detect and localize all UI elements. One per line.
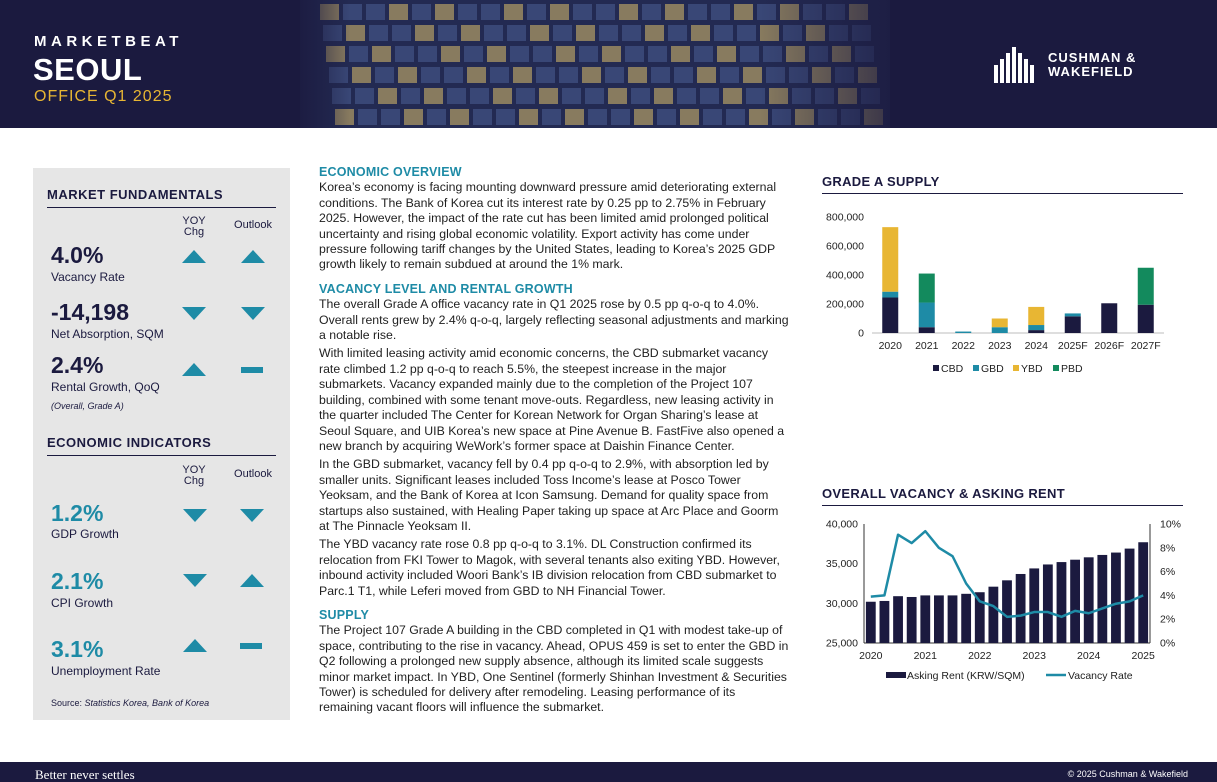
city-title: SEOUL [33,52,143,87]
supply-bar-cbd [1101,303,1117,333]
vac-x-tick: 2020 [859,650,883,662]
supply-y-tick: 400,000 [826,269,864,282]
supply-bar-cbd [1028,330,1044,333]
gdp-growth-label: GDP Growth [51,527,119,541]
rent-y-tick: 30,000 [825,597,858,610]
photo-fade-right [760,0,940,128]
rental-growth-value: 2.4% [51,352,104,378]
supply-bar-gbd [882,292,898,298]
company-logo [994,47,1136,83]
supply-bar-cbd [1138,305,1154,333]
rent-bar [1016,574,1026,643]
rent-bar [880,601,890,643]
supply-x-tick: 2026F [1094,340,1125,352]
rent-bar [1002,580,1012,643]
report-subtitle: OFFICE Q1 2025 [34,88,173,105]
supply-bar-gbd [992,327,1008,333]
logo-line-1: CUSHMAN & [1048,50,1137,65]
outlook-column-header: Outlook [234,219,272,231]
rent-bar [1070,560,1080,643]
footer-bar [0,762,1217,782]
vacancy-outlook-up-icon [241,250,265,264]
cpi-yoy-down-icon [183,574,207,588]
cpi-outlook-up-icon [240,574,264,588]
vacancy-paragraph-1: The overall Grade A office vacancy rate in Q1 2025 rose by 0.5 pp q-o-q to 4.0%. Overall rents grew by 2.4% q-o-q, largely reflecting seasonal adjustments and marking a notable rise. [319,297,789,343]
vacancy-paragraph-4: The YBD vacancy rate rose 0.8 pp q-o-q to 3.1%. DL Construction confirmed its relocation from FKI Tower to Magok, with several tenants also exiting YBD. However, inbound activity included Woori Bank’s IB division relocation from CBD submarket to Parc.1 T1, while Leferi moved from GBD to NH Financial Tower. [319,537,780,598]
vacancy-rent-chart [820,512,1190,692]
vacancy-legend-label: Vacancy Rate [1068,670,1133,682]
rent-bar [934,595,944,643]
footer-copyright: © 2025 Cushman & Wakefield [1067,769,1188,779]
supply-bar-gbd [1065,313,1081,316]
rent-bar [1125,549,1135,643]
rent-bar [1097,555,1107,643]
rent-y-tick: 25,000 [825,637,858,650]
rent-bar [1111,553,1121,643]
supply-y-tick: 600,000 [826,240,864,253]
rent-bar [893,596,903,643]
footer-tagline: Better never settles [35,767,135,782]
vacancy-y-tick: 2% [1160,613,1176,626]
cpi-growth-value: 2.1% [51,568,104,594]
vacancy-paragraph-2: With limited leasing activity amid economic concerns, the CBD submarket vacancy rate climbed 1.2 pp q-o-q to reach 5.5%, the steepest increase in the major submarkets. Vacancy expanded mainly due to the completion of the Project 107 building, combined with some tenant move-outs. Regardless, new leasing activity in the quarter included The Center for Korean Network for Organ Sharing’s lease at Seoul Square, and UIB Korea’s new space at Pine Avenue B. FastFive also opened a new branch by acquiring WeWork’s former space at Daishin Finance Center. [319,346,785,453]
logo-line-2: WAKEFIELD [1048,64,1134,79]
logo-mark-icon [994,47,1040,83]
supply-legend-swatch [933,365,939,371]
supply-bar-gbd [919,303,935,328]
supply-y-tick: 200,000 [826,298,864,311]
rent-bar [948,595,958,643]
rent-bar [1057,562,1067,643]
economic-indicators-heading: ECONOMIC INDICATORS [47,435,276,456]
supply-bar-cbd [919,327,935,333]
net-absorption-label: Net Absorption, SQM [51,327,164,341]
vac-x-tick: 2025 [1131,650,1155,662]
supply-heading: SUPPLY [319,607,370,622]
supply-paragraph: The Project 107 Grade A building in the CBD completed in Q1 with modest take-up of space, contributing to the rise in vacancy. Ahead, OPUS 459 is set to enter the GBD in Q2 following a prolonged new supply absence, although its limited scale suggests minor market impact. In YBD, One Sentinel (formerly Shinhan Investment & Securities Tower) is scheduled for delivery after remodeling. Leasing performance of its remaining vacant floors will influence the submarket. [319,623,789,715]
rent-bar [988,587,998,643]
header-banner [0,0,1217,128]
vac-x-tick: 2022 [968,650,992,662]
supply-bar-ybd [882,227,898,292]
rent-y-tick: 35,000 [825,558,858,571]
vac-x-tick: 2024 [1077,650,1101,662]
supply-x-tick: 2024 [1024,340,1048,352]
source-prefix: Source: [51,698,85,708]
commentary-column [319,165,789,719]
vacancy-yoy-up-icon [182,250,206,264]
grade-a-supply-chart [820,205,1190,385]
supply-legend-label: CBD [941,363,964,375]
rent-legend-label: Asking Rent (KRW/SQM) [907,670,1025,682]
supply-legend-swatch [1053,365,1059,371]
gdp-outlook-down-icon [240,509,264,523]
supply-bar-cbd [1065,316,1081,333]
fundamentals-sidebar [33,168,290,720]
supply-legend-swatch [1013,365,1019,371]
logo-wordmark [1048,51,1136,79]
absorption-yoy-down-icon [182,307,206,321]
supply-y-tick: 800,000 [826,211,864,224]
rent-bar [1138,542,1148,643]
supply-y-tick: 0 [858,327,864,340]
rent-bar [907,597,917,643]
vacancy-y-tick: 4% [1160,589,1176,602]
supply-x-tick: 2020 [878,340,902,352]
supply-legend-label: PBD [1061,363,1083,375]
photo-fade-left [290,0,350,128]
marketbeat-label: MARKETBEAT [34,33,183,50]
unemployment-rate-label: Unemployment Rate [51,664,161,678]
supply-bar-pbd [1138,268,1154,305]
supply-bar-pbd [919,274,935,303]
supply-bar-gbd [955,332,971,333]
rent-bar [1029,568,1039,643]
vacancy-y-tick: 0% [1160,637,1176,650]
supply-bar-gbd [1028,325,1044,330]
supply-bar-ybd [992,319,1008,328]
unemployment-yoy-up-icon [183,639,207,653]
rent-bar [866,602,876,643]
market-fundamentals-heading: MARKET FUNDAMENTALS [47,187,276,208]
rent-bar [961,594,971,643]
rent-bar [1043,564,1053,643]
econ-yoy-column-header: YOY Chg [182,464,206,487]
vacancy-y-tick: 8% [1160,542,1176,555]
vacancy-rental-heading: VACANCY LEVEL AND RENTAL GROWTH [319,281,573,296]
supply-bar-cbd [882,297,898,333]
yoy-column-header: YOY Chg [182,215,206,238]
absorption-outlook-down-icon [241,307,265,321]
source-text: Statistics Korea, Bank of Korea [84,698,210,708]
unemployment-rate-value: 3.1% [51,636,104,662]
rent-bar [920,595,930,643]
net-absorption-value: -14,198 [51,299,130,325]
supply-legend-label: GBD [981,363,1004,375]
rent-legend-swatch [886,672,906,678]
rent-yoy-up-icon [182,363,206,377]
rent-outlook-flat-icon [241,363,265,377]
supply-bar-ybd [1028,307,1044,325]
gdp-yoy-down-icon [183,509,207,523]
unemployment-outlook-flat-icon [240,639,264,653]
rent-bar [1084,557,1094,643]
supply-x-tick: 2021 [915,340,939,352]
vacancy-y-tick: 6% [1160,566,1176,579]
rental-growth-note: (Overall, Grade A) [51,401,124,411]
vacancy-rate-value: 4.0% [51,242,104,268]
economic-overview-paragraph: Korea’s economy is facing mounting downward pressure amid deteriorating external conditions. The Bank of Korea cut its interest rate by 0.25 pp to 2.75% in February 2025. However, the impact of the rate cut has been limited amid prolonged political uncertainty and rising global economic volatility. Export activity has come under pressure following tariff changes by the United States, leading to Korea’s 2025 GDP growth likely to remain subdued at around the 1% mark. [319,180,777,272]
econ-outlook-column-header: Outlook [234,468,272,480]
vacancy-rent-title: OVERALL VACANCY & ASKING RENT [822,486,1183,506]
vac-x-tick: 2021 [913,650,937,662]
supply-legend-label: YBD [1021,363,1043,375]
gdp-growth-value: 1.2% [51,500,104,526]
economic-overview-heading: ECONOMIC OVERVIEW [319,165,462,179]
supply-legend-swatch [973,365,979,371]
supply-x-tick: 2025F [1057,340,1088,352]
rental-growth-label: Rental Growth, QoQ [51,380,160,394]
supply-x-tick: 2027F [1130,340,1161,352]
supply-x-tick: 2022 [951,340,975,352]
rent-y-tick: 40,000 [825,518,858,531]
vac-x-tick: 2023 [1022,650,1046,662]
vacancy-rate-label: Vacancy Rate [51,270,125,284]
vacancy-y-tick: 10% [1160,518,1182,531]
grade-a-supply-title: GRADE A SUPPLY [822,174,1183,194]
cpi-growth-label: CPI Growth [51,596,114,610]
source-note [51,698,209,708]
vacancy-paragraph-3: In the GBD submarket, vacancy fell by 0.4 pp q-o-q to 2.9%, with absorption led by smaller units. Significant leases included Toss Income’s lease at Posco Tower Yeoksam, and the Bank of Korea at Icon Samsung. Demand for quality space from startups also sustained, with Healing Paper taking up space at Arc Place and Goorm at The Pinnacle Yeoksam II. [319,457,779,533]
supply-x-tick: 2023 [988,340,1012,352]
